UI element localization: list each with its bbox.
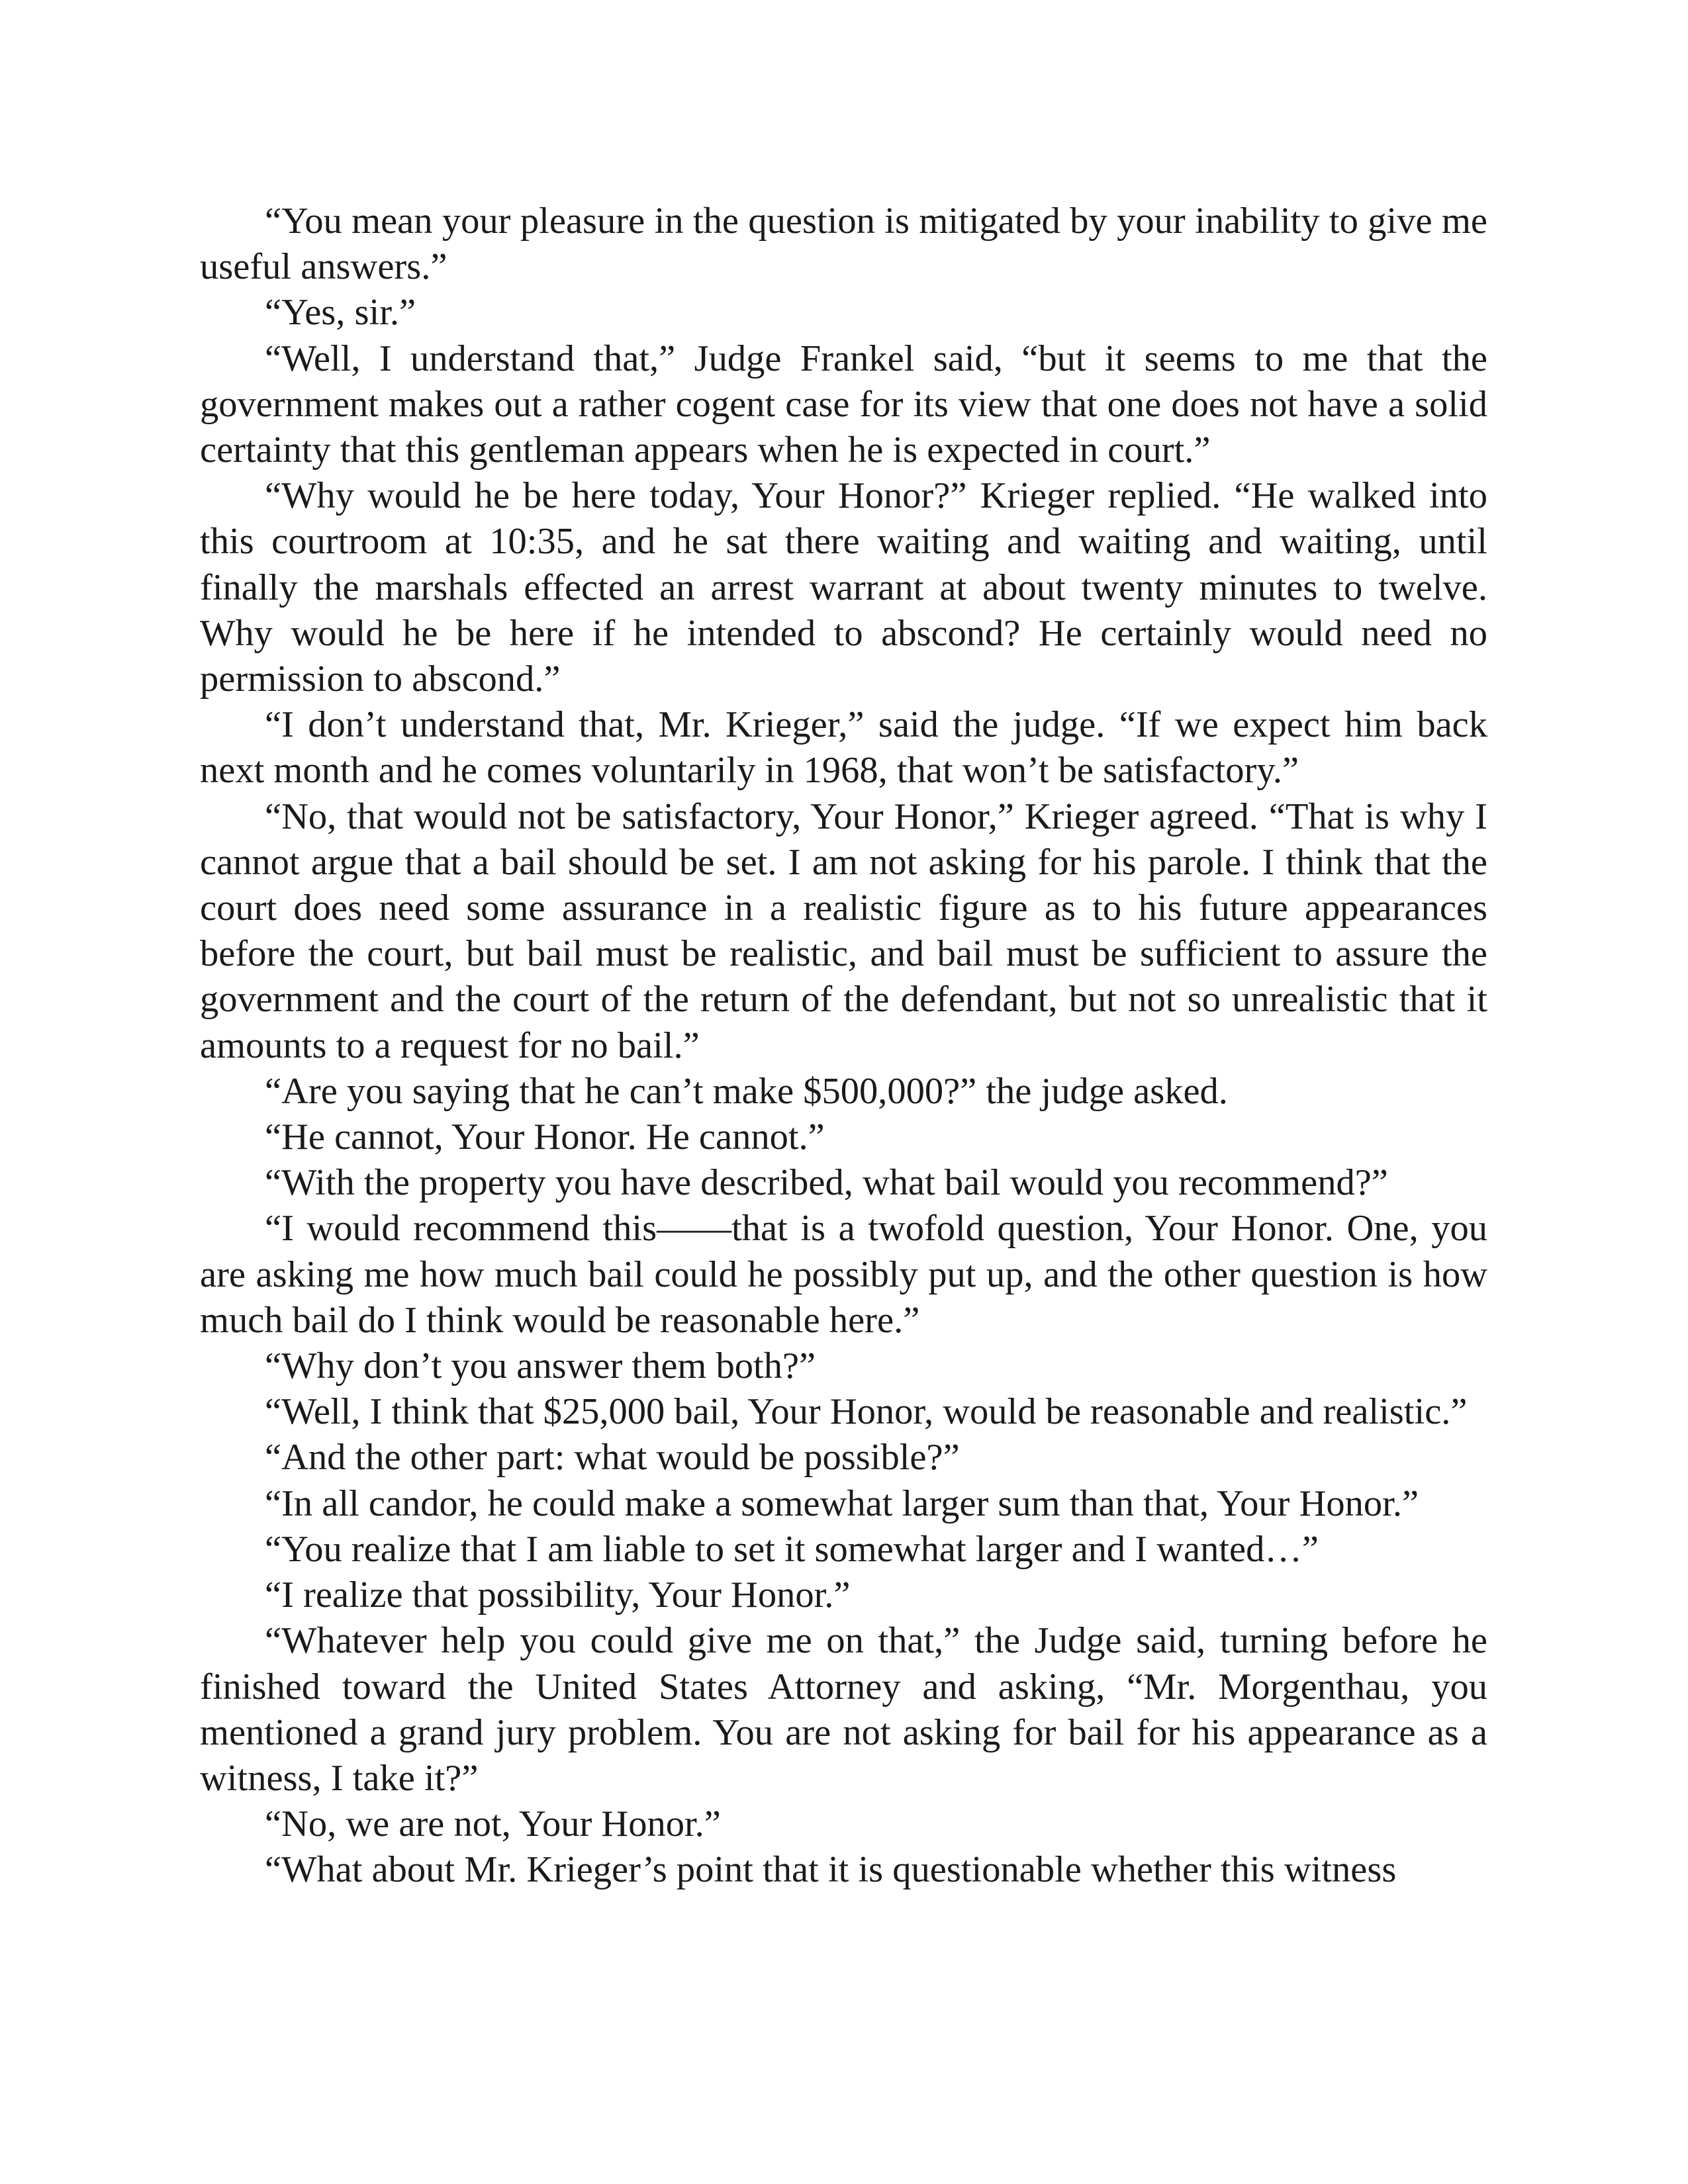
paragraph: “You mean your pleasure in the question is mitigated by your inability to give me useful answers.” <box>200 201 1487 288</box>
paragraph: “In all candor, he could make a somewhat larger sum than that, Your Honor.” <box>265 1482 1419 1524</box>
paragraph: “Well, I understand that,” Judge Frankel said, “but it seems to me that the government makes out a rather cogent case for its view that one does not have a solid certainty that this gentleman appears when he is expected in court.” <box>200 338 1487 471</box>
paragraph: “I would recommend this——that is a twofold question, Your Honor. One, you are asking me how much bail could he possibly put up, and the other question is how much bail do I think would be reasonable here.” <box>200 1208 1487 1341</box>
paragraph: “With the property you have described, what bail would you recommend?” <box>265 1162 1388 1204</box>
paragraph: “No, that would not be satisfactory, Your Honor,” Krieger agreed. “That is why I cannot argue that a bail should be set. I am not asking for his parole. I think that the court does need some assurance in a realistic figure as to his future appearances before the court, but bail must be realistic, and bail must be sufficient to assure the government and the court of the return of the defendant, but not so unrealistic that it amounts to a request for no bail.” <box>200 796 1487 1066</box>
document-page <box>200 199 1487 1893</box>
paragraph: “Yes, sir.” <box>265 292 416 334</box>
paragraph: “Are you saying that he can’t make $500,000?” the judge asked. <box>265 1070 1228 1112</box>
paragraph: “Why don’t you answer them both?” <box>265 1345 816 1387</box>
paragraph: “I realize that possibility, Your Honor.” <box>265 1574 851 1616</box>
paragraph: “He cannot, Your Honor. He cannot.” <box>265 1116 825 1158</box>
paragraph: “I don’t understand that, Mr. Krieger,” said the judge. “If we expect him back next month and he comes voluntarily in 1968, that won’t be satisfactory.” <box>200 704 1487 792</box>
paragraph: “And the other part: what would be possible?” <box>265 1437 960 1479</box>
paragraph: “Well, I think that $25,000 bail, Your Honor, would be reasonable and realistic.” <box>265 1391 1468 1433</box>
paragraph: “Why would he be here today, Your Honor?” Krieger replied. “He walked into this courtroom at 10:35, and he sat there waiting and waiting and waiting, until finally the marshals effected an arrest warrant at about twenty minutes to twelve. Why would he be here if he intended to abscond? He certainly would need no permission to abscond.” <box>200 475 1487 700</box>
paragraph: “You realize that I am liable to set it somewhat larger and I wanted…” <box>265 1528 1319 1570</box>
paragraph: “Whatever help you could give me on that,” the Judge said, turning before he finished toward the United States Attorney and asking, “Mr. Morgenthau, you mentioned a grand jury problem. You are not asking for bail for his appearance as a witness, I take it?” <box>200 1620 1487 1799</box>
paragraph: “No, we are not, Your Honor.” <box>265 1803 721 1845</box>
paragraph-continued: “What about Mr. Krieger’s point that it is questionable whether this witness <box>265 1849 1397 1891</box>
